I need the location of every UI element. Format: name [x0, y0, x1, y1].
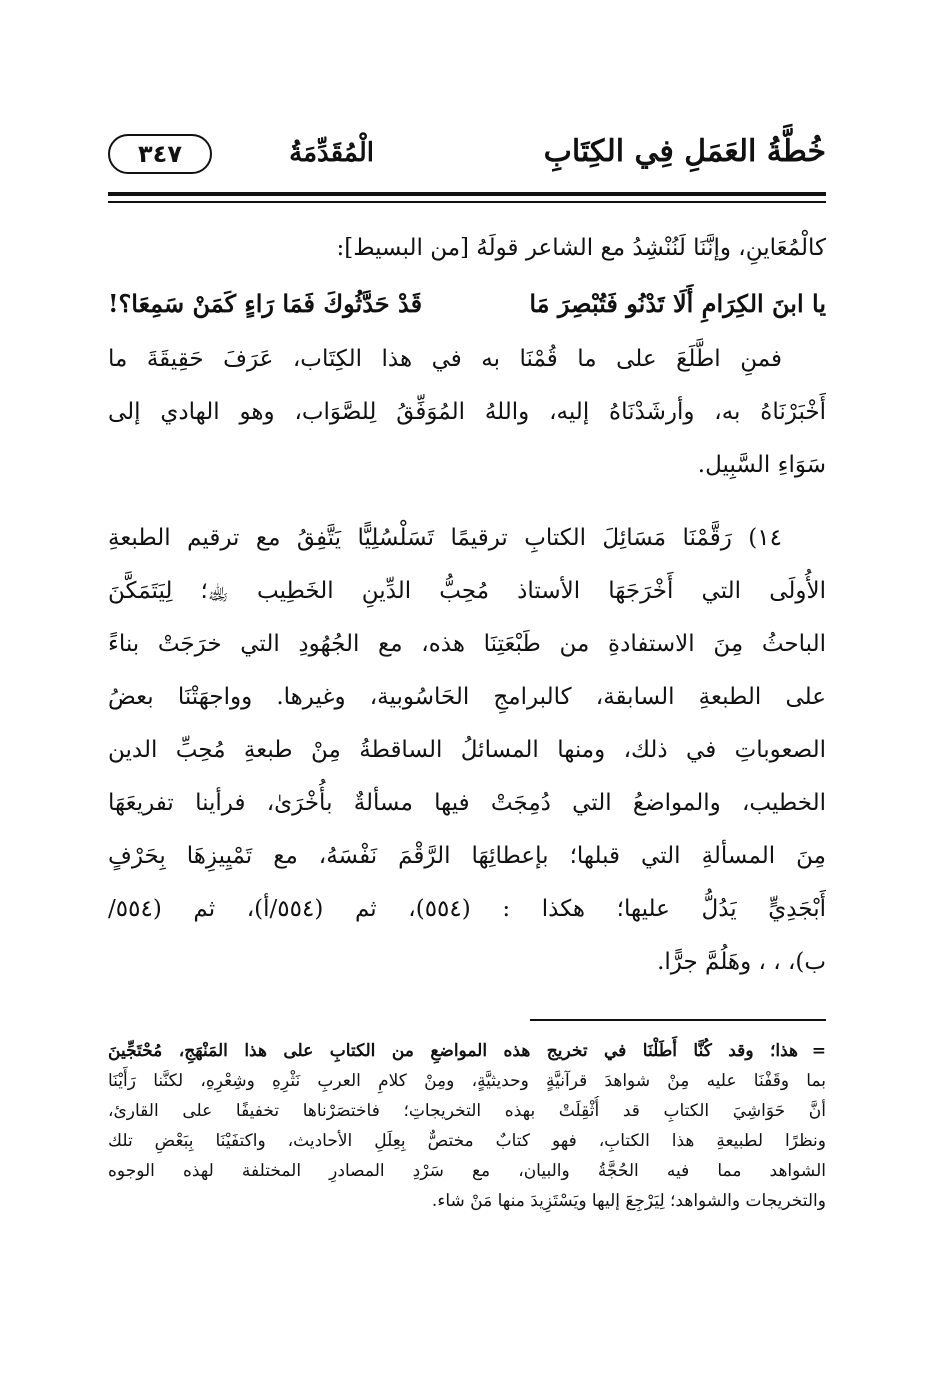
paragraph-line: أَبْجَدِيٍّ يَدُلُّ عليها؛ هكذا : (٥٥٤)، ثم (٥٥٤/أ)، ثم (٥٥٤/: [108, 896, 826, 922]
header-rule-thick: [108, 192, 826, 196]
chapter-title: خُطَّةُ العَمَلِ فِي الكِتَابِ: [543, 134, 826, 169]
footnote: [108, 1036, 826, 1216]
paragraph-line: سَوَاءِ السَّبِيل.: [697, 452, 826, 478]
footnote-lead: هذا؛ وقد كُنَّا أَطَلْنَا في تخريج هذه المواضعِ من الكتابِ على هذا المَنْهَجِ، مُحْتَجِّينَ: [108, 1041, 798, 1061]
footnote-line: أنَّ حَوَاشِيَ الكتابِ قد أُثْقِلَتْ بهذه التخريجاتِ؛ فاختصَرْناها تخفيفًا على القارئ،: [108, 1101, 826, 1121]
header-rule-thin: [108, 201, 826, 203]
footnote-first-line: [108, 1036, 826, 1066]
section-title: الْمُقَدِّمَةُ: [289, 138, 374, 168]
paragraph-line: على الطبعةِ السابقة، كالبرامجِ الحَاسُوبية، وغيرها. وواجهَتْنَا بعضُ: [108, 684, 826, 710]
paragraph-line: الخطيب، والمواضعُ التي دُمِجَتْ فيها مسألةٌ بأُخْرَىٰ، فرأينا تفريعَهَا: [108, 790, 826, 816]
footnote-line: ونظرًا لطبيعةِ هذا الكتابِ، فهو كتابٌ مختصٌّ بِعِلَلِ الأحاديث، واكتفَيْنَا بِبَعْضِ تلك: [108, 1131, 826, 1151]
paragraph-line: ١٤) رَقَّمْنَا مَسَائِلَ الكتابِ ترقيمًا تَسَلْسُلِيًّا يَتَّفِقُ مع ترقيم الطبعةِ: [108, 525, 782, 551]
running-header: [108, 128, 826, 190]
paragraph-line: أَخْبَرْنَاهُ به، وأرشَدْنَاهُ إليه، واللهُ المُوَفِّقُ لِلصَّوَاب، وهو الهادي إلى: [108, 399, 826, 425]
paragraph-line: الصعوباتِ في ذلك، ومنها المسائلُ الساقطةُ مِنْ طبعةِ مُحِبِّ الدين: [108, 737, 826, 763]
footnote-line: بما وقَفْنَا عليه مِنْ شواهدَ قرآنيَّةٍ وحديثيَّةٍ، ومِنْ كلامِ العربِ نَثْرِهِ وشِعْرِهِ، لكنَّنا رَأَيْنَا: [108, 1071, 826, 1091]
paragraph-line: ب)، ، ، وهَلُمَّ جرًّا.: [657, 949, 826, 975]
page-number-badge: ٣٤٧: [108, 134, 212, 174]
paragraph-1: [108, 333, 826, 492]
paragraph-line: فمنِ اطَّلَعَ على ما قُمْنَا به في هذا الكِتَاب، عَرَفَ حَقِيقَةَ ما: [108, 346, 782, 372]
continuation-mark: =: [811, 1041, 826, 1061]
footnote-line: الشواهد مما فيه الحُجَّةُ والبيان، مع سَرْدِ المصادرِ المختلفة لهذه الوجوه: [108, 1161, 826, 1181]
verse-second-hemistich: قَدْ حَدَّثُوكَ فَمَا رَاءٍ كَمَنْ سَمِعَا؟!: [108, 289, 423, 318]
paragraph-line: الأُولَى التي أَخْرَجَهَا الأستاذ مُحِبُّ الدِّينِ الخَطِيب ﵀؛ لِيَتَمَكَّنَ: [108, 578, 826, 604]
paragraph-line: الباحثُ مِنَ الاستفادةِ من طَبْعَتِنَا هذه، مع الجُهُودِ التي خرَجَتْ بناءً: [108, 631, 826, 657]
paragraph-2: [108, 512, 826, 989]
paragraph-line: مِنَ المسألةِ التي قبلها؛ بإعطائِهَا الرَّقْمَ نَفْسَهُ، مع تَمْيِيزِهَا بِحَرْفٍ: [108, 843, 826, 869]
intro-line: كالْمُعَاينِ، وإنَّنَا لَنُنْشِدُ مع الشاعر قولَهُ [من البسيط]:: [336, 235, 826, 261]
footnote-line: والتخريجات والشواهد؛ لِيَرْجِعَ إليها ويَسْتَزِيدَ منها مَنْ شاء.: [431, 1191, 826, 1211]
footnote-separator: [530, 1019, 826, 1021]
poetry-verse: [108, 275, 826, 333]
main-text: [108, 222, 826, 989]
verse-first-hemistich: يا ابنَ الكِرَامِ أَلَا تَدْنُو فَتُبْصِرَ مَا: [529, 289, 826, 318]
